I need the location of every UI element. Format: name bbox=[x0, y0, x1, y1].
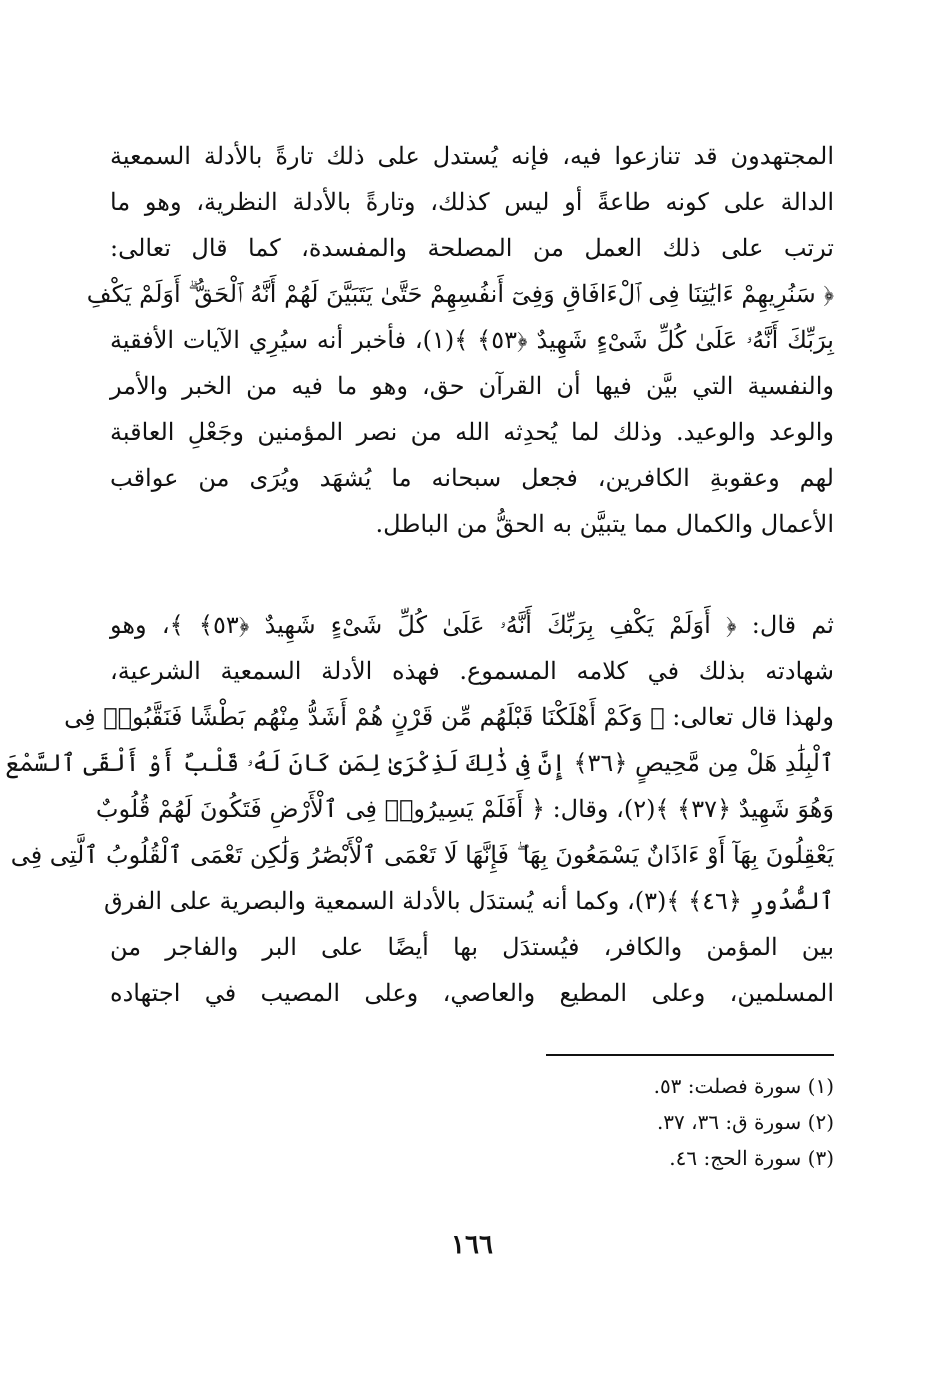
text-line: والوعد والوعيد. وذلك لما يُحدِثه الله من نصر المؤمنين وجَعْلِ العاقبة bbox=[110, 418, 834, 446]
text-line: ترتب على ذلك العمل من المصلحة والمفسدة، كما قال تعالى: bbox=[110, 234, 834, 262]
quran-verse-line: وَهُوَ شَهِيدٌ ﴿٣٧﴾ ﴾(٢)، وقال: ﴿ أَفَلَمْ يَسِيرُوا۟ فِى ٱلْأَرْضِ فَتَكُونَ لَهُمْ قُلُوبٌ bbox=[95, 795, 834, 823]
quran-verse-line: ٱلْبِلَٰدِ هَلْ مِن مَّحِيصٍ ﴿٣٦﴾ إِنَّ فِى ذَٰلِكَ لَذِكْرَىٰ لِمَن كَانَ لَهُۥ قَلْبٌ أَوْ أَلْقَى ٱلسَّمْعَ bbox=[5, 749, 834, 777]
quran-verse-line: ولهذا قال تعالى: ﴿ وَكَمْ أَهْلَكْنَا قَبْلَهُم مِّن قَرْنٍ هُمْ أَشَدُّ مِنْهُم بَطْشًا فَنَقَّبُوا۟ فِى bbox=[64, 703, 834, 731]
text-line: بين المؤمن والكافر، فيُستدَل بها أيضًا على البر والفاجر من bbox=[110, 933, 835, 961]
text-line: لهم وعقوبةِ الكافرين، فجعل سبحانه ما يُشهَد ويُرَى من عواقب bbox=[110, 464, 834, 492]
quran-verse-line: يَعْقِلُونَ بِهَآ أَوْ ءَاذَانٌ يَسْمَعُونَ بِهَا ۖ فَإِنَّهَا لَا تَعْمَى ٱلْأَبْصَٰرُ وَلَٰكِن تَعْمَى ٱلْقُلُوبُ ٱلَّتِى فِى bbox=[10, 841, 834, 869]
text-line: المجتهدون قد تنازعوا فيه، فإنه يُستدل على ذلك تارةً بالأدلة السمعية bbox=[110, 142, 834, 170]
quran-verse-line: ﴿ سَنُرِيهِمْ ءَايَٰتِنَا فِى ٱلْءَافَاقِ وَفِىٓ أَنفُسِهِمْ حَتَّىٰ يَتَبَيَّنَ لَهُمْ أَنَّهُ ٱلْحَقُّ ۗ أَوَلَمْ يَكْفِ bbox=[86, 280, 834, 308]
footnote-1: (١) سورة فصلت: ٥٣. bbox=[653, 1074, 834, 1098]
text-line: المسلمين، وعلى المطيع والعاصي، وعلى المصيب في اجتهاده bbox=[110, 979, 834, 1007]
footnote-3: (٣) سورة الحج: ٤٦. bbox=[669, 1146, 834, 1170]
footnote-2: (٢) سورة ق: ٣٦، ٣٧. bbox=[656, 1110, 834, 1134]
page-number: ١٦٦ bbox=[451, 1230, 493, 1260]
footnote-divider bbox=[546, 1054, 834, 1056]
footnotes bbox=[434, 1068, 834, 1176]
paragraph-1 bbox=[86, 133, 834, 547]
text-line: والنفسية التي بيَّن فيها أن القرآن حق، وهو ما فيه من الخبر والأمر bbox=[110, 372, 834, 400]
text-line: ثم قال: ﴿ أَوَلَمْ يَكْفِ بِرَبِّكَ أَنَّهُۥ عَلَىٰ كُلِّ شَىْءٍ شَهِيدٌ ﴿٥٣﴾ ﴾، وهو bbox=[110, 611, 834, 639]
text-line: ٱلصُّدُورِ ﴿٤٦﴾ ﴾(٣)، وكما أنه يُستدَل بالأدلة السمعية والبصرية على الفرق bbox=[104, 887, 834, 915]
text-line: الأعمال والكمال مما يتبيَّن به الحقُّ من الباطل. bbox=[375, 510, 834, 538]
text-line: شهادته بذلك في كلامه المسموع. فهذه الأدلة السمعية الشرعية، bbox=[110, 657, 834, 685]
quran-verse-line: بِرَبِّكَ أَنَّهُۥ عَلَىٰ كُلِّ شَىْءٍ شَهِيدٌ ﴿٥٣﴾ ﴾(١)، فأخبر أنه سيُرِي الآيات الأفقية bbox=[110, 326, 834, 354]
text-line: الدالة على كونه طاعةً أو ليس كذلك، وتارةً بالأدلة النظرية، وهو ما bbox=[110, 188, 834, 216]
paragraph-2 bbox=[5, 602, 835, 1016]
